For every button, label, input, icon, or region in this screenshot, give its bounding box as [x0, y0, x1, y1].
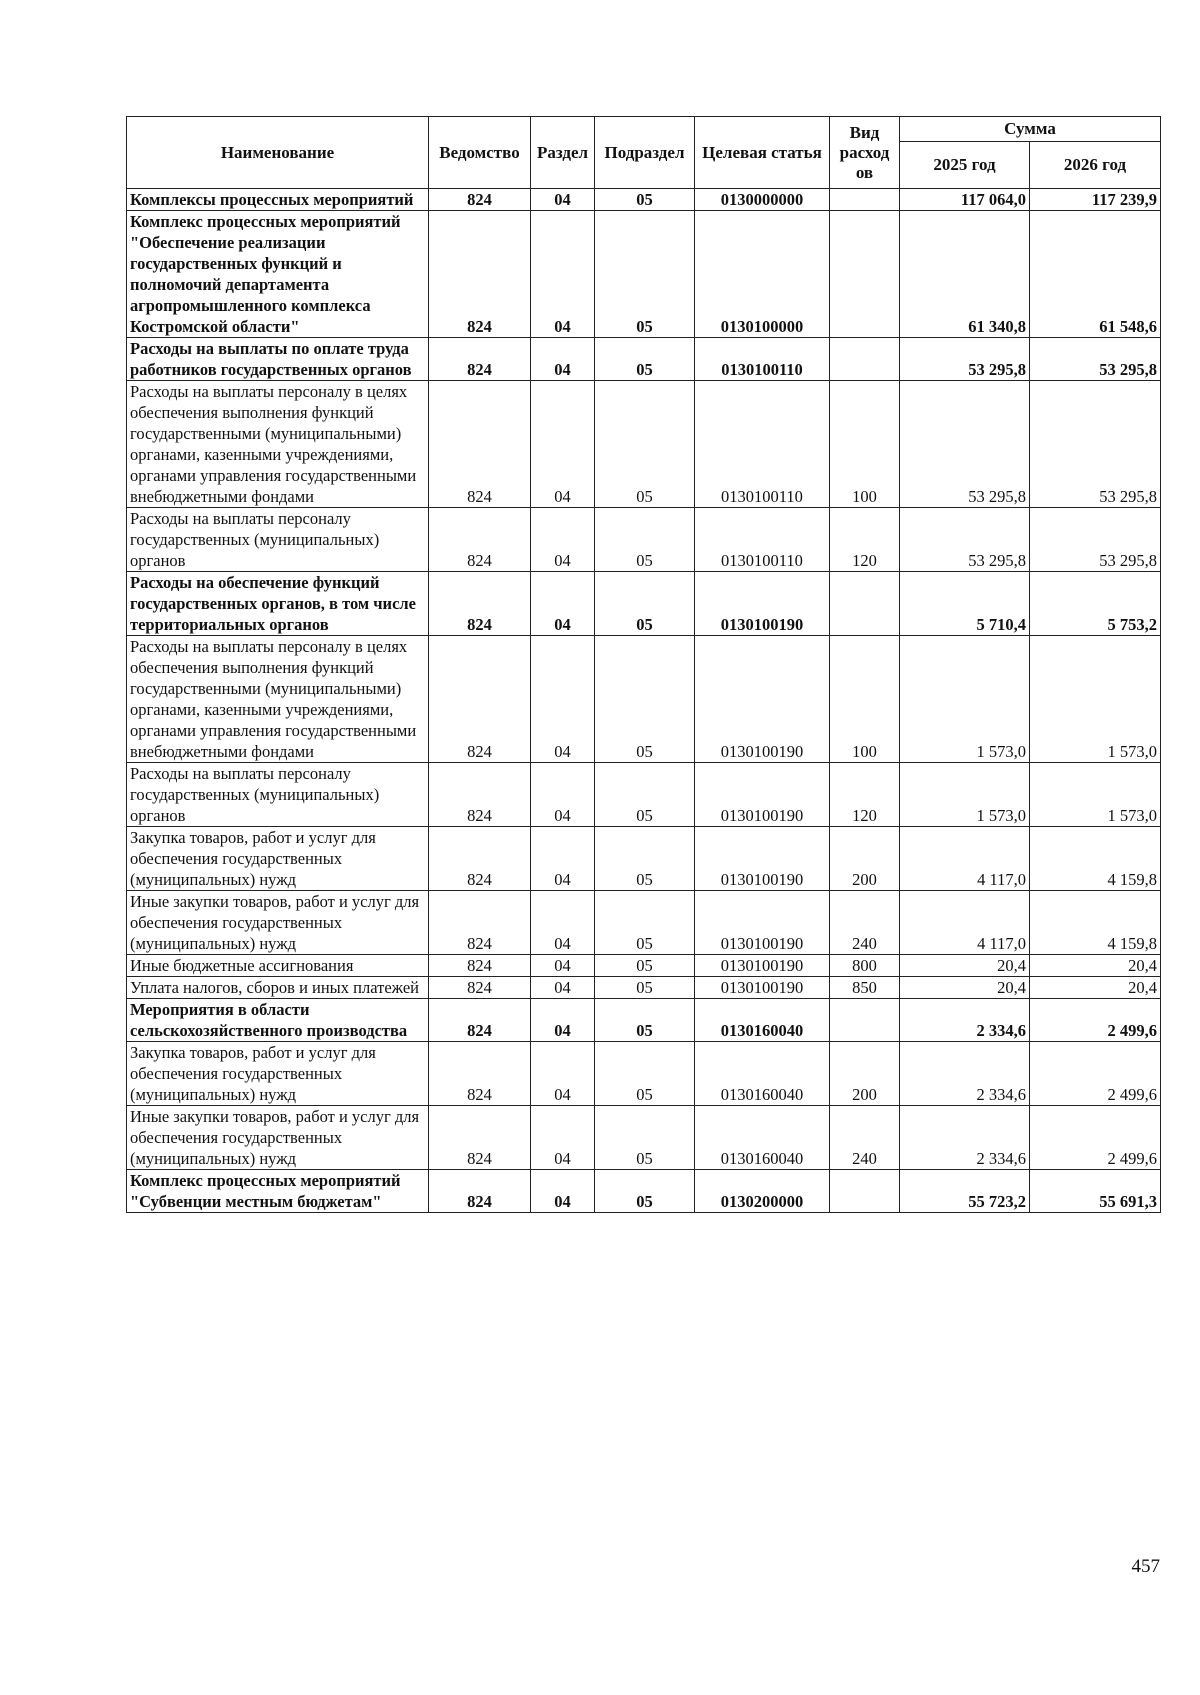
cell-podrazdel: 05	[595, 338, 695, 381]
cell-name: Закупка товаров, работ и услуг для обеспечения государственных (муниципальных) нужд	[127, 1042, 429, 1106]
table-row	[127, 572, 1161, 636]
cell-vid-rashodov	[830, 999, 900, 1042]
cell-name: Мероприятия в области сельскохозяйственного производства	[127, 999, 429, 1042]
cell-sum-2026: 1 573,0	[1030, 636, 1161, 763]
cell-podrazdel: 05	[595, 381, 695, 508]
cell-celevaya-statya: 0130160040	[695, 1042, 830, 1106]
cell-razdel: 04	[531, 572, 595, 636]
cell-razdel: 04	[531, 955, 595, 977]
cell-vid-rashodov: 850	[830, 977, 900, 999]
cell-razdel: 04	[531, 1042, 595, 1106]
cell-vid-rashodov	[830, 211, 900, 338]
cell-name: Иные бюджетные ассигнования	[127, 955, 429, 977]
cell-podrazdel: 05	[595, 211, 695, 338]
cell-celevaya-statya: 0130100190	[695, 572, 830, 636]
cell-celevaya-statya: 0130100110	[695, 338, 830, 381]
cell-vedomstvo: 824	[429, 636, 531, 763]
cell-vid-rashodov: 800	[830, 955, 900, 977]
header-celevaya-statya: Целевая статья	[695, 117, 830, 189]
cell-podrazdel: 05	[595, 827, 695, 891]
cell-podrazdel: 05	[595, 955, 695, 977]
header-vedomstvo: Ведомство	[429, 117, 531, 189]
cell-name: Уплата налогов, сборов и иных платежей	[127, 977, 429, 999]
cell-razdel: 04	[531, 827, 595, 891]
cell-vedomstvo: 824	[429, 381, 531, 508]
page-number: 457	[1131, 1556, 1160, 1577]
cell-podrazdel: 05	[595, 763, 695, 827]
cell-vedomstvo: 824	[429, 891, 531, 955]
cell-vedomstvo: 824	[429, 1170, 531, 1213]
cell-sum-2025: 2 334,6	[900, 999, 1030, 1042]
cell-razdel: 04	[531, 211, 595, 338]
cell-razdel: 04	[531, 1170, 595, 1213]
cell-vedomstvo: 824	[429, 999, 531, 1042]
cell-vedomstvo: 824	[429, 338, 531, 381]
cell-sum-2025: 53 295,8	[900, 338, 1030, 381]
table-row	[127, 891, 1161, 955]
cell-podrazdel: 05	[595, 1106, 695, 1170]
cell-sum-2025: 5 710,4	[900, 572, 1030, 636]
cell-sum-2025: 4 117,0	[900, 891, 1030, 955]
cell-celevaya-statya: 0130100190	[695, 636, 830, 763]
cell-sum-2026: 2 499,6	[1030, 1106, 1161, 1170]
cell-podrazdel: 05	[595, 636, 695, 763]
cell-sum-2025: 1 573,0	[900, 763, 1030, 827]
cell-sum-2026: 2 499,6	[1030, 1042, 1161, 1106]
cell-podrazdel: 05	[595, 999, 695, 1042]
cell-name: Расходы на выплаты персоналу в целях обеспечения выполнения функций государственными (муниципальными) органами, казенными учреждениями, органами управления государственными внебюджетными фондами	[127, 636, 429, 763]
cell-sum-2026: 20,4	[1030, 977, 1161, 999]
cell-name: Расходы на выплаты персоналу в целях обеспечения выполнения функций государственными (муниципальными) органами, казенными учреждениями, органами управления государственными внебюджетными фондами	[127, 381, 429, 508]
cell-razdel: 04	[531, 763, 595, 827]
cell-celevaya-statya: 0130000000	[695, 189, 830, 211]
cell-name: Расходы на выплаты персоналу государственных (муниципальных) органов	[127, 508, 429, 572]
table-body	[127, 189, 1161, 1213]
cell-celevaya-statya: 0130100000	[695, 211, 830, 338]
cell-sum-2025: 117 064,0	[900, 189, 1030, 211]
table-row	[127, 636, 1161, 763]
cell-celevaya-statya: 0130100190	[695, 955, 830, 977]
cell-razdel: 04	[531, 338, 595, 381]
cell-sum-2025: 4 117,0	[900, 827, 1030, 891]
table-row	[127, 211, 1161, 338]
cell-vid-rashodov: 120	[830, 508, 900, 572]
table-header	[127, 117, 1161, 189]
cell-vedomstvo: 824	[429, 211, 531, 338]
cell-sum-2026: 55 691,3	[1030, 1170, 1161, 1213]
cell-vedomstvo: 824	[429, 955, 531, 977]
cell-podrazdel: 05	[595, 508, 695, 572]
cell-razdel: 04	[531, 891, 595, 955]
cell-celevaya-statya: 0130100190	[695, 763, 830, 827]
cell-podrazdel: 05	[595, 1042, 695, 1106]
table-row	[127, 763, 1161, 827]
cell-podrazdel: 05	[595, 891, 695, 955]
cell-celevaya-statya: 0130100110	[695, 381, 830, 508]
cell-name: Иные закупки товаров, работ и услуг для обеспечения государственных (муниципальных) нужд	[127, 1106, 429, 1170]
cell-vid-rashodov: 240	[830, 1106, 900, 1170]
cell-sum-2026: 2 499,6	[1030, 999, 1161, 1042]
header-name: Наименование	[127, 117, 429, 189]
header-podrazdel: Подраздел	[595, 117, 695, 189]
header-year-2025: 2025 год	[900, 142, 1030, 189]
cell-razdel: 04	[531, 999, 595, 1042]
cell-name: Расходы на обеспечение функций государственных органов, в том числе территориальных органов	[127, 572, 429, 636]
cell-celevaya-statya: 0130100110	[695, 508, 830, 572]
cell-name: Расходы на выплаты по оплате труда работников государственных органов	[127, 338, 429, 381]
cell-sum-2026: 61 548,6	[1030, 211, 1161, 338]
cell-sum-2025: 1 573,0	[900, 636, 1030, 763]
cell-celevaya-statya: 0130100190	[695, 977, 830, 999]
cell-vedomstvo: 824	[429, 977, 531, 999]
cell-vid-rashodov: 100	[830, 381, 900, 508]
header-razdel: Раздел	[531, 117, 595, 189]
table-row	[127, 508, 1161, 572]
cell-vid-rashodov: 200	[830, 827, 900, 891]
budget-table	[126, 116, 1161, 1213]
cell-vid-rashodov: 100	[830, 636, 900, 763]
cell-podrazdel: 05	[595, 189, 695, 211]
cell-sum-2026: 53 295,8	[1030, 381, 1161, 508]
cell-vedomstvo: 824	[429, 572, 531, 636]
cell-vedomstvo: 824	[429, 1042, 531, 1106]
cell-sum-2025: 53 295,8	[900, 381, 1030, 508]
cell-sum-2025: 2 334,6	[900, 1042, 1030, 1106]
table-row	[127, 977, 1161, 999]
cell-podrazdel: 05	[595, 977, 695, 999]
cell-razdel: 04	[531, 977, 595, 999]
cell-razdel: 04	[531, 636, 595, 763]
cell-sum-2026: 1 573,0	[1030, 763, 1161, 827]
cell-celevaya-statya: 0130160040	[695, 999, 830, 1042]
table-row	[127, 1170, 1161, 1213]
cell-sum-2025: 55 723,2	[900, 1170, 1030, 1213]
cell-vid-rashodov	[830, 1170, 900, 1213]
cell-celevaya-statya: 0130100190	[695, 891, 830, 955]
cell-vid-rashodov: 120	[830, 763, 900, 827]
cell-razdel: 04	[531, 508, 595, 572]
cell-podrazdel: 05	[595, 1170, 695, 1213]
cell-name: Иные закупки товаров, работ и услуг для обеспечения государственных (муниципальных) нужд	[127, 891, 429, 955]
cell-vedomstvo: 824	[429, 827, 531, 891]
cell-sum-2026: 5 753,2	[1030, 572, 1161, 636]
table-row	[127, 999, 1161, 1042]
header-vid-rashodov: Вид расход ов	[830, 117, 900, 189]
cell-vid-rashodov: 200	[830, 1042, 900, 1106]
cell-celevaya-statya: 0130100190	[695, 827, 830, 891]
cell-name: Комплекс процессных мероприятий "Субвенции местным бюджетам"	[127, 1170, 429, 1213]
cell-sum-2025: 20,4	[900, 977, 1030, 999]
table-row	[127, 827, 1161, 891]
cell-sum-2026: 53 295,8	[1030, 508, 1161, 572]
cell-sum-2025: 53 295,8	[900, 508, 1030, 572]
table-row	[127, 1042, 1161, 1106]
cell-name: Комплексы процессных мероприятий	[127, 189, 429, 211]
header-summa: Сумма	[900, 117, 1161, 142]
cell-sum-2025: 20,4	[900, 955, 1030, 977]
table-row	[127, 1106, 1161, 1170]
cell-vid-rashodov	[830, 572, 900, 636]
header-year-2026: 2026 год	[1030, 142, 1161, 189]
cell-sum-2026: 4 159,8	[1030, 827, 1161, 891]
cell-sum-2026: 20,4	[1030, 955, 1161, 977]
table-row	[127, 955, 1161, 977]
cell-razdel: 04	[531, 1106, 595, 1170]
cell-vid-rashodov: 240	[830, 891, 900, 955]
cell-sum-2026: 117 239,9	[1030, 189, 1161, 211]
cell-name: Комплекс процессных мероприятий "Обеспечение реализации государственных функций и полномочий департамента агропромышленного комплекса Костромской области"	[127, 211, 429, 338]
table-row	[127, 189, 1161, 211]
cell-celevaya-statya: 0130200000	[695, 1170, 830, 1213]
table-row	[127, 381, 1161, 508]
cell-name: Расходы на выплаты персоналу государственных (муниципальных) органов	[127, 763, 429, 827]
cell-vid-rashodov	[830, 338, 900, 381]
cell-vedomstvo: 824	[429, 763, 531, 827]
cell-vid-rashodov	[830, 189, 900, 211]
cell-sum-2025: 61 340,8	[900, 211, 1030, 338]
table-row	[127, 338, 1161, 381]
cell-name: Закупка товаров, работ и услуг для обеспечения государственных (муниципальных) нужд	[127, 827, 429, 891]
cell-vedomstvo: 824	[429, 189, 531, 211]
cell-sum-2026: 53 295,8	[1030, 338, 1161, 381]
cell-vedomstvo: 824	[429, 508, 531, 572]
cell-vedomstvo: 824	[429, 1106, 531, 1170]
cell-sum-2025: 2 334,6	[900, 1106, 1030, 1170]
cell-celevaya-statya: 0130160040	[695, 1106, 830, 1170]
cell-podrazdel: 05	[595, 572, 695, 636]
cell-sum-2026: 4 159,8	[1030, 891, 1161, 955]
cell-razdel: 04	[531, 381, 595, 508]
cell-razdel: 04	[531, 189, 595, 211]
